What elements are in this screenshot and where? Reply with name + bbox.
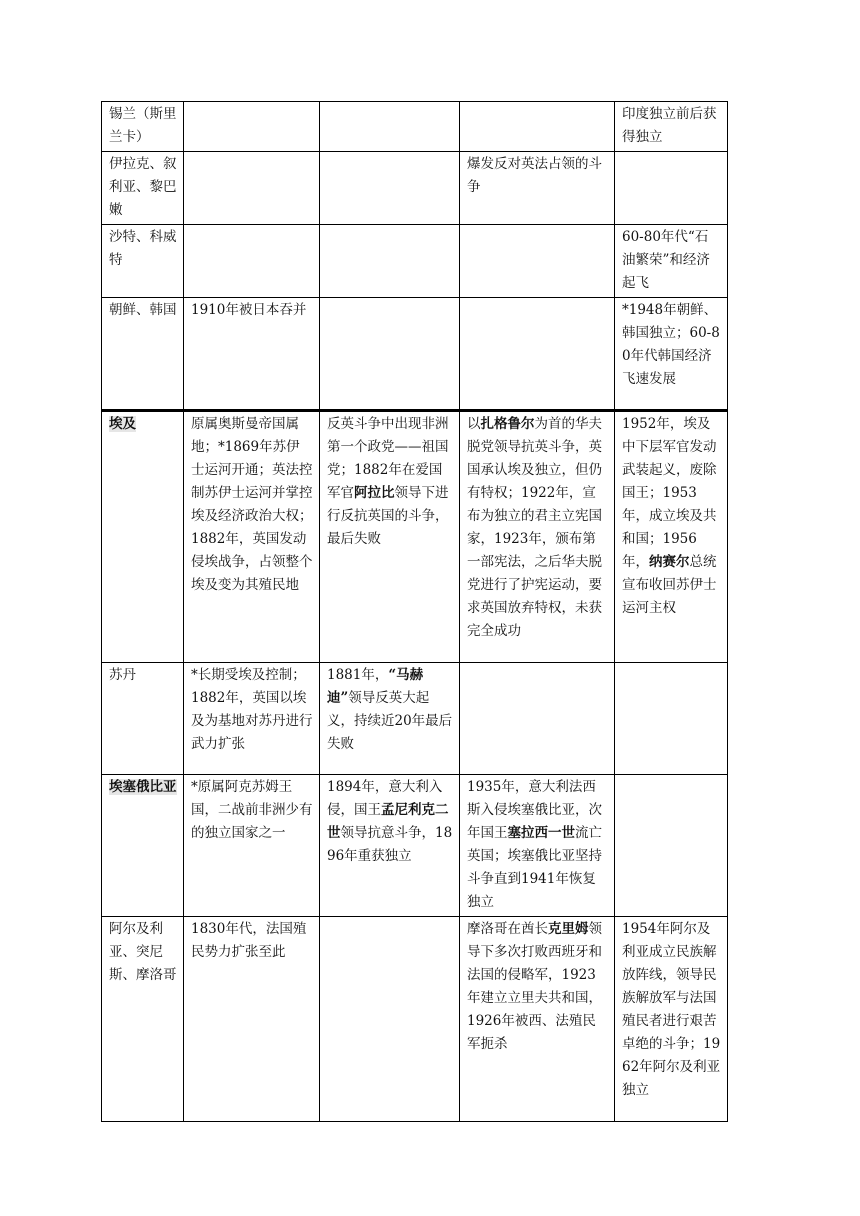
table-row [102, 298, 728, 411]
country-cell: 沙特、科威特 [102, 225, 184, 298]
cell-text: 领导反英大起义，持续近20年最后失败 [327, 690, 453, 752]
cell-text: 总统宣布收回苏伊士运河主权 [622, 554, 717, 616]
table-cell [184, 102, 320, 152]
table-row [102, 102, 728, 152]
table-row [102, 917, 728, 1122]
table-cell [460, 225, 615, 298]
table-cell: 印度独立前后获得独立 [615, 102, 728, 152]
table-cell [184, 152, 320, 225]
cell-text: 摩洛哥在酋长 [467, 921, 548, 937]
table-cell: 爆发反对英法占领的斗争 [460, 152, 615, 225]
table-cell: 60-80年代“石油繁荣”和经济起飞 [615, 225, 728, 298]
country-cell: 锡兰（斯里兰卡） [102, 102, 184, 152]
country-cell [102, 411, 184, 663]
table-cell: *长期受埃及控制；1882年，英国以埃及为基地对苏丹进行武力扩张 [184, 663, 320, 775]
table-cell [615, 152, 728, 225]
table-row [102, 152, 728, 225]
cell-text: 1935年，意大利法西斯入侵埃塞俄比亚，次年国王 [467, 779, 602, 841]
cell-text: 反英斗争中出现非洲第一个政党——祖国党；1882年在爱国军官 [327, 416, 449, 501]
country-label: 埃及 [109, 416, 136, 432]
table-cell [320, 411, 460, 663]
table-row [102, 411, 728, 663]
cell-text: 以 [467, 416, 481, 432]
table-cell [320, 102, 460, 152]
country-cell: 阿尔及利亚、突尼斯、摩洛哥 [102, 917, 184, 1122]
country-cell: 伊拉克、叙利亚、黎巴嫩 [102, 152, 184, 225]
country-cell [102, 775, 184, 917]
cell-text: 领导抗意斗争，1896年重获独立 [327, 825, 453, 864]
highlighted-name: “马赫迪” [327, 667, 424, 706]
country-label: 埃塞俄比亚 [109, 779, 177, 795]
table-row [102, 225, 728, 298]
cell-text: 流亡英国；埃塞俄比亚坚持斗争直到1941年恢复独立 [467, 825, 602, 910]
table-cell [615, 775, 728, 917]
highlighted-name: 阿拉比 [354, 485, 395, 501]
cell-text: 领导下进行反抗英国的斗争，最后失败 [327, 485, 449, 547]
cell-text: 1881年， [327, 667, 389, 683]
highlighted-name: 纳赛尔 [649, 554, 690, 570]
table-cell: 1954年阿尔及利亚成立民族解放阵线，领导民族解放军与法国殖民者进行艰苦卓绝的斗争；1962年阿尔及利亚独立 [615, 917, 728, 1122]
table-cell [320, 298, 460, 411]
cell-text: 1952年，埃及中下层军官发动武装起义，废除国王；1953年，成立埃及共和国；1956年， [622, 416, 717, 570]
highlighted-name: 扎格鲁尔 [480, 416, 535, 432]
table-cell [320, 775, 460, 917]
table-cell [320, 152, 460, 225]
table-cell [460, 411, 615, 663]
table-cell [460, 298, 615, 411]
cell-text: 领导下多次打败西班牙和法国的侵略军，1923年建立立里夫共和国，1926年被西、法殖民军扼杀 [467, 921, 602, 1052]
table-cell: *原属阿克苏姆王国，二战前非洲少有的独立国家之一 [184, 775, 320, 917]
table-cell: 原属奥斯曼帝国属地；*1869年苏伊士运河开通；英法控制苏伊士运河并掌控埃及经济政治大权；1882年，英国发动侵埃战争，占领整个埃及变为其殖民地 [184, 411, 320, 663]
table-cell: 1910年被日本吞并 [184, 298, 320, 411]
country-cell: 苏丹 [102, 663, 184, 775]
table-row [102, 775, 728, 917]
table-cell [460, 775, 615, 917]
highlighted-name: 孟尼利克二世 [327, 802, 449, 841]
highlighted-name: 塞拉西一世 [507, 825, 575, 841]
table-cell [320, 225, 460, 298]
table-cell [615, 411, 728, 663]
table-cell: 1830年代，法国殖民势力扩张至此 [184, 917, 320, 1122]
table-cell [615, 663, 728, 775]
country-cell: 朝鲜、韩国 [102, 298, 184, 411]
table-cell [460, 102, 615, 152]
highlighted-name: 克里姆 [548, 921, 589, 937]
cell-text: 为首的华夫脱党领导抗英斗争，英国承认埃及独立，但仍有特权；1922年，宣布为独立的君主立宪国家，1923年，颁布第一部宪法，之后华夫脱党进行了护宪运动，要求英国放弃特权，未获完全成功 [467, 416, 602, 639]
table-cell [320, 917, 460, 1122]
table-cell [460, 917, 615, 1122]
history-table [101, 101, 728, 1122]
table-cell [460, 663, 615, 775]
table-cell: *1948年朝鲜、韩国独立；60-80年代韩国经济飞速发展 [615, 298, 728, 411]
cell-text: 1894年，意大利入侵，国王 [327, 779, 443, 818]
table-row [102, 663, 728, 775]
table-cell [184, 225, 320, 298]
table-cell [320, 663, 460, 775]
